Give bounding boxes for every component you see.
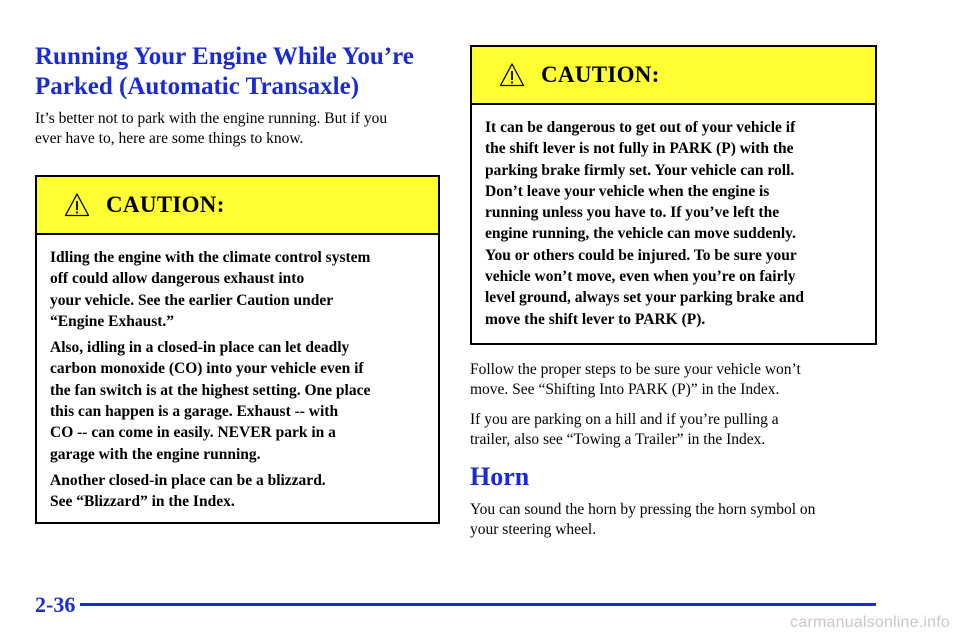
caution-header (472, 47, 875, 105)
warning-triangle-icon (499, 62, 525, 88)
caution-body (472, 105, 875, 342)
watermark: carmanualsonline.info (790, 614, 950, 631)
text-line: You or others could be injured. To be sure your (485, 246, 797, 264)
text-line: your steering wheel. (470, 521, 597, 538)
text-line: vehicle won’t move, even when you’re on fairly (485, 268, 796, 286)
heading-line: Parked (Automatic Transaxle) (35, 73, 360, 100)
caution-title: CAUTION: (106, 192, 225, 217)
text-line: this can happen is a garage. Exhaust ‑‑ with (50, 403, 339, 421)
text-line: trailer, also see “Towing a Trailer” in the Index. (470, 431, 766, 448)
text-line: If you are parking on a hill and if you’re pulling a (470, 411, 779, 428)
text-line: Idling the engine with the climate control system (50, 249, 371, 266)
text-line: See “Blizzard” in the Index. (50, 493, 235, 511)
caution-paragraph (50, 247, 426, 332)
caution-body (37, 235, 438, 525)
text-line: Don’t leave your vehicle when the engine is (485, 182, 770, 200)
heading-line: Running Your Engine While You’re (35, 43, 414, 70)
page-number: 2-36 (35, 592, 76, 617)
footer-rule (80, 603, 876, 606)
text-line: running unless you have to. If you’ve left the (485, 204, 780, 222)
caution-header (37, 177, 438, 235)
text-line: Another closed‑in place can be a blizzard. (50, 471, 326, 489)
text-line: your vehicle. See the earlier Caution under (50, 291, 334, 309)
text-line: move. See “Shifting Into PARK (P)” in the Index. (470, 381, 780, 398)
caution-title: CAUTION: (541, 62, 660, 87)
caution-paragraph (50, 337, 426, 465)
text-line: ever have to, here are some things to know. (35, 130, 304, 147)
text-line: Also, idling in a closed‑in place can let deadly (50, 339, 350, 357)
shifting-paragraph (470, 360, 877, 400)
section-heading-horn: Horn (470, 462, 530, 491)
text-line: the shift lever is not fully in PARK (P) with the (485, 140, 794, 158)
text-line: engine running, the vehicle can move suddenly. (485, 225, 796, 243)
text-line: garage with the engine running. (50, 445, 261, 463)
text-line: CO ‑‑ can come in easily. NEVER park in a (50, 424, 336, 442)
text-line: off could allow dangerous exhaust into (50, 270, 305, 288)
intro-paragraph (35, 109, 440, 149)
horn-paragraph (470, 500, 877, 540)
text-line: You can sound the horn by pressing the horn symbol on (470, 501, 816, 518)
text-line: move the shift lever to PARK (P). (485, 310, 706, 328)
text-line: the fan switch is at the highest setting. One place (50, 381, 371, 399)
text-line: parking brake firmly set. Your vehicle can roll. (485, 161, 795, 179)
caution-paragraph (50, 470, 426, 513)
text-line: Follow the proper steps to be sure your vehicle won’t (470, 361, 801, 378)
text-line: It’s better not to park with the engine running. But if you (35, 110, 388, 127)
caution-paragraph (485, 117, 863, 330)
caution-box-exhaust (35, 175, 440, 524)
towing-paragraph (470, 410, 877, 450)
right-column (470, 45, 877, 540)
caution-box-shift-lever (470, 45, 877, 345)
warning-triangle-icon (64, 192, 90, 218)
text-line: “Engine Exhaust.” (50, 312, 175, 330)
text-line: It can be dangerous to get out of your vehicle if (485, 119, 796, 136)
text-line: level ground, always set your parking brake and (485, 289, 804, 307)
text-line: carbon monoxide (CO) into your vehicle even if (50, 360, 364, 378)
left-column (35, 42, 440, 524)
section-heading-parked (35, 42, 440, 102)
